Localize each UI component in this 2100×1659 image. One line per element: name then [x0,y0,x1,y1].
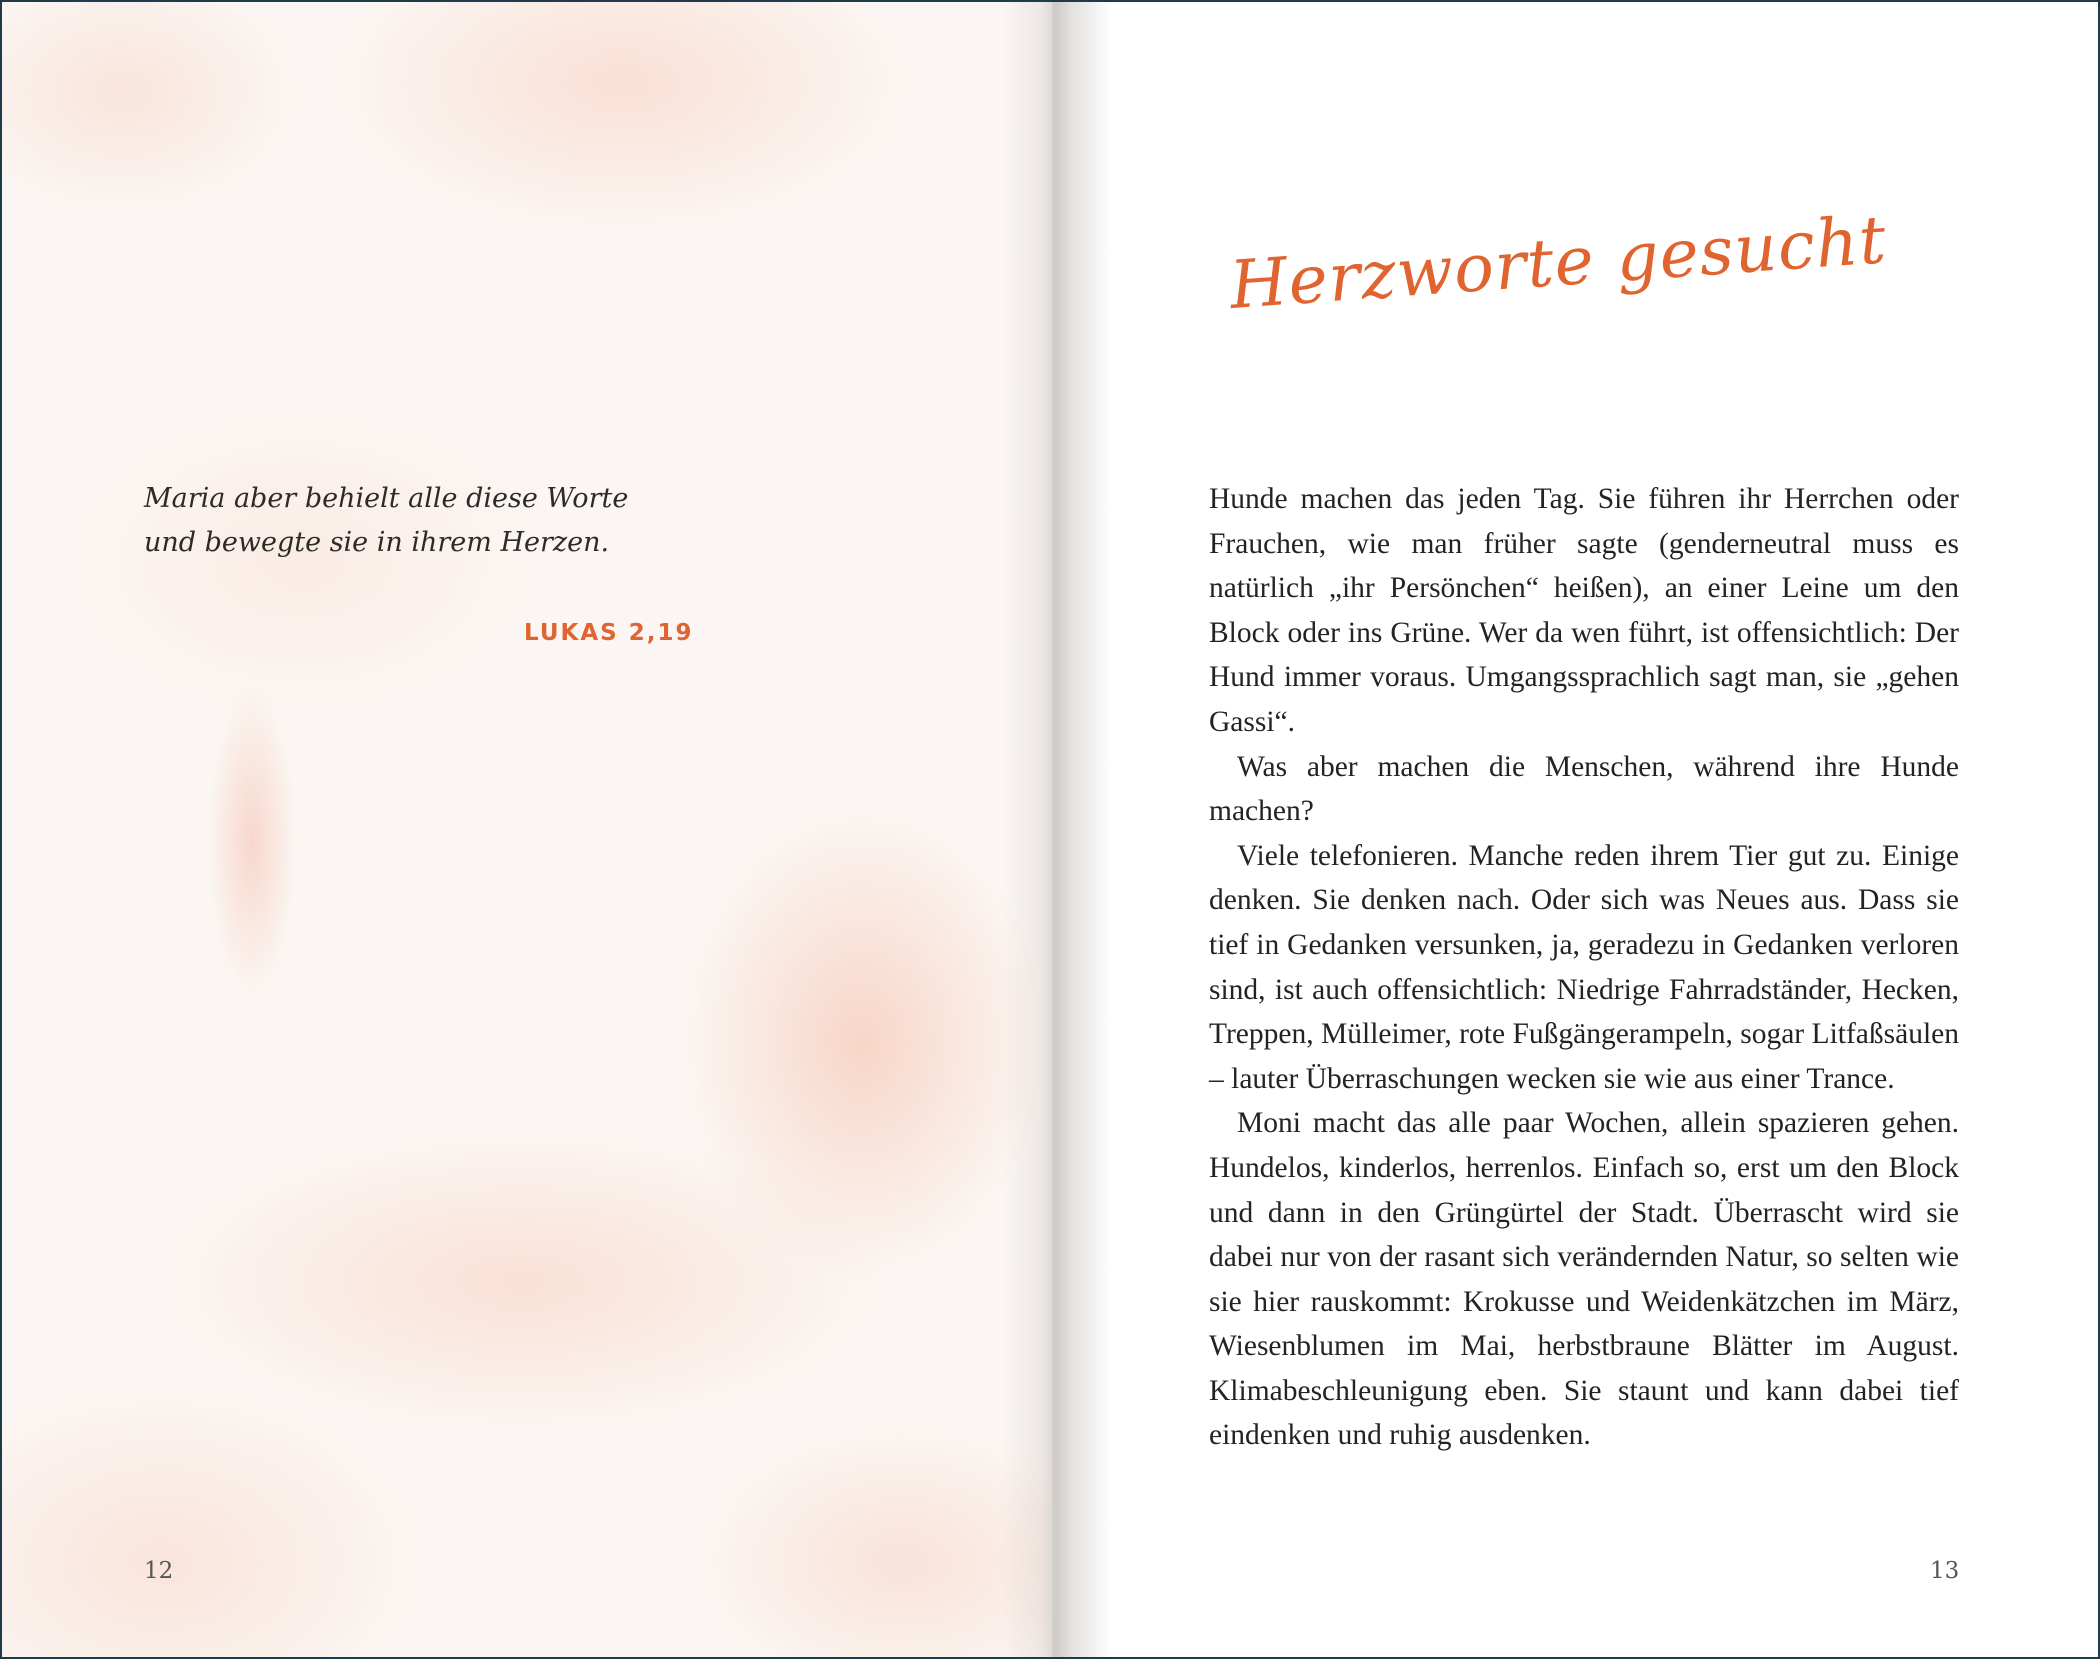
quote-line: Maria aber behielt alle diese Worte [144,483,629,514]
page-number-left: 12 [144,1558,174,1584]
page-number-right: 13 [1930,1558,1960,1584]
paragraph: Viele telefonieren. Manche reden ihrem Tier gut zu. Einige denken. Sie denken nach. Oder sich was Neues aus. Dass sie tief in Gedanken versunken, ja, geradezu in Gedanken verloren sind, ist auch offensichtlich: Niedrige Fahrradständer, Hecken, Treppen, Mülleimer, rote Fußgängerampeln, sogar Litfaßsäulen – lauter Überraschungen wecken sie wie aus einer Trance. [1209,839,1959,1095]
paragraph: Moni macht das alle paar Wochen, allein spazieren gehen. Hundelos, kinderlos, herrenlos. Einfach so, erst um den Block und dann in den Grüngürtel der Stadt. Überrascht wird sie dabei nur von der rasant sich verändernden Natur, so selten wie sie hier rauskommt: Krokusse und Weidenkätzchen im März, Wiesenblumen im Mai, herbstbraune Blätter im August. Klimabeschleunigung eben. Sie staunt und kann dabei tief eindenken und ruhig ausdenken. [1209,1107,1959,1452]
paragraph: Was aber machen die Menschen, während ihre Hunde machen? [1209,750,1959,828]
book-spread [2,2,2098,1657]
chapter-body [1209,477,1959,1458]
epigraph-quote [144,477,744,565]
left-page [2,2,1052,1657]
chapter-title: Herzworte gesucht [1227,201,1890,324]
quote-reference: LUKAS 2,19 [524,620,694,646]
quote-line: und bewegte sie in ihrem Herzen. [144,527,610,558]
paragraph: Hunde machen das jeden Tag. Sie führen ihr Herrchen oder Frauchen, wie man früher sagte (genderneutral muss es natürlich „ihr Persönchen“ heißen), an einer Leine um den Block oder ins Grüne. Wer da wen führt, ist offensichtlich: Der Hund immer voraus. Umgangssprachlich sagt man, sie „gehen Gassi“. [1209,483,1959,738]
book-gutter [1002,2,1112,1657]
